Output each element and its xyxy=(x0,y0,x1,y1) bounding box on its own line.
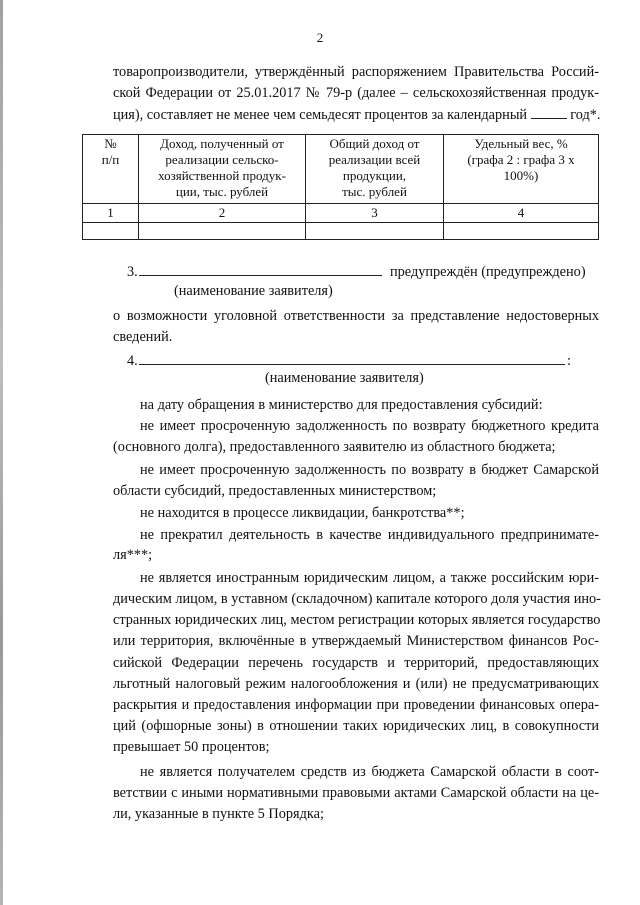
table-empty-row xyxy=(83,223,599,240)
intro-line: товаропроизводители, утверждённый распоряжением Правительства Россий- xyxy=(113,64,599,80)
header-cell-number: № п/п xyxy=(83,135,139,204)
item-3-continuation: о возможности уголовной ответственности за представление недостоверных xyxy=(113,308,599,324)
table-cell xyxy=(306,223,444,240)
page-number: 2 xyxy=(316,30,324,45)
item-4-colon: : xyxy=(567,353,571,369)
paragraph-line: льготный налоговый режим налогообложения и (или) не предусматривающих xyxy=(113,676,599,692)
paragraph-line: дическим лицом, в уставном (складочном) капитале которого доля участия ино- xyxy=(113,591,601,607)
table-cell xyxy=(83,223,139,240)
item-3-text: предупреждён (предупреждено) xyxy=(390,264,586,280)
paragraph-line: раскрытия и предоставления информации при проведении финансовых опера- xyxy=(113,697,599,713)
header-cell-total-income: Общий доход от реализации всей продукции, тыс. рублей xyxy=(306,135,444,204)
item-4-applicant-blank xyxy=(139,350,565,365)
paragraph-line: не является иностранным юридическим лицом, а также российским юри- xyxy=(140,570,599,586)
intro-line: ской Федерации от 25.01.2017 № 79-р (далее – сельскохозяйственная продук- xyxy=(113,85,599,101)
paragraph-line: сийской Федерации перечень государств и территорий, предоставляющих xyxy=(113,655,599,671)
item-4-caption: (наименование заявителя) xyxy=(265,370,424,386)
item-4-number: 4. xyxy=(127,353,138,369)
income-table xyxy=(82,134,599,240)
paragraph-line: ля***; xyxy=(113,547,153,563)
paragraph-line: не имеет просроченную задолженность по возврату в бюджет Самарской xyxy=(140,462,599,478)
year-blank xyxy=(531,104,567,119)
paragraph-line: не является получателем средств из бюджета Самарской области в соот- xyxy=(140,764,599,780)
paragraph-line: превышает 50 процентов; xyxy=(113,739,270,755)
paragraph-line: ций (офшорные зоны) в отношении таких юридических лиц, в совокупности xyxy=(113,718,599,734)
column-number: 4 xyxy=(444,204,599,223)
column-number: 3 xyxy=(306,204,444,223)
intro-line-3 xyxy=(113,104,599,125)
header-cell-agri-income: Доход, полученный от реализации сельско- хозяйственной продук- ции, тыс. рублей xyxy=(139,135,306,204)
table-cell xyxy=(444,223,599,240)
paragraph-line: не находится в процессе ликвидации, банкротства**; xyxy=(140,505,465,521)
paragraph-line: области субсидий, предоставленных министерством; xyxy=(113,483,437,499)
paragraph-line: ли, указанные в пункте 5 Порядка; xyxy=(113,806,324,822)
paragraph-line: ветствии с иными нормативными правовыми актами Самарской области на це- xyxy=(113,785,599,801)
table-number-row xyxy=(83,204,599,223)
column-number: 1 xyxy=(83,204,139,223)
paragraph-line: не прекратил деятельность в качестве индивидуального предпринимате- xyxy=(140,527,599,543)
paragraph-line: (основного долга), предоставленного заявителю из областного бюджета; xyxy=(113,439,556,455)
item-3-applicant-blank xyxy=(139,261,382,276)
item-3-continuation: сведений. xyxy=(113,329,173,345)
scan-edge xyxy=(0,0,3,905)
paragraph-line: на дату обращения в министерство для предоставления субсидий: xyxy=(140,397,543,413)
item-3-caption: (наименование заявителя) xyxy=(174,283,333,299)
paragraph-line: или территория, включённые в утверждаемый Министерством финансов Рос- xyxy=(113,633,599,649)
intro-line-3-start: ция), составляет не менее чем семьдесят процентов за календарный xyxy=(113,107,528,123)
header-cell-share: Удельный вес, % (графа 2 : графа 3 х 100%) xyxy=(444,135,599,204)
intro-line-3-end: год*. xyxy=(570,107,601,123)
column-number: 2 xyxy=(139,204,306,223)
item-3-number: 3. xyxy=(127,264,138,280)
table-cell xyxy=(139,223,306,240)
table-header-row xyxy=(83,135,599,204)
paragraph-line: странных юридических лиц, местом регистрации которых является государство xyxy=(113,612,601,628)
paragraph-line: не имеет просроченную задолженность по возврату бюджетного кредита xyxy=(140,418,599,434)
